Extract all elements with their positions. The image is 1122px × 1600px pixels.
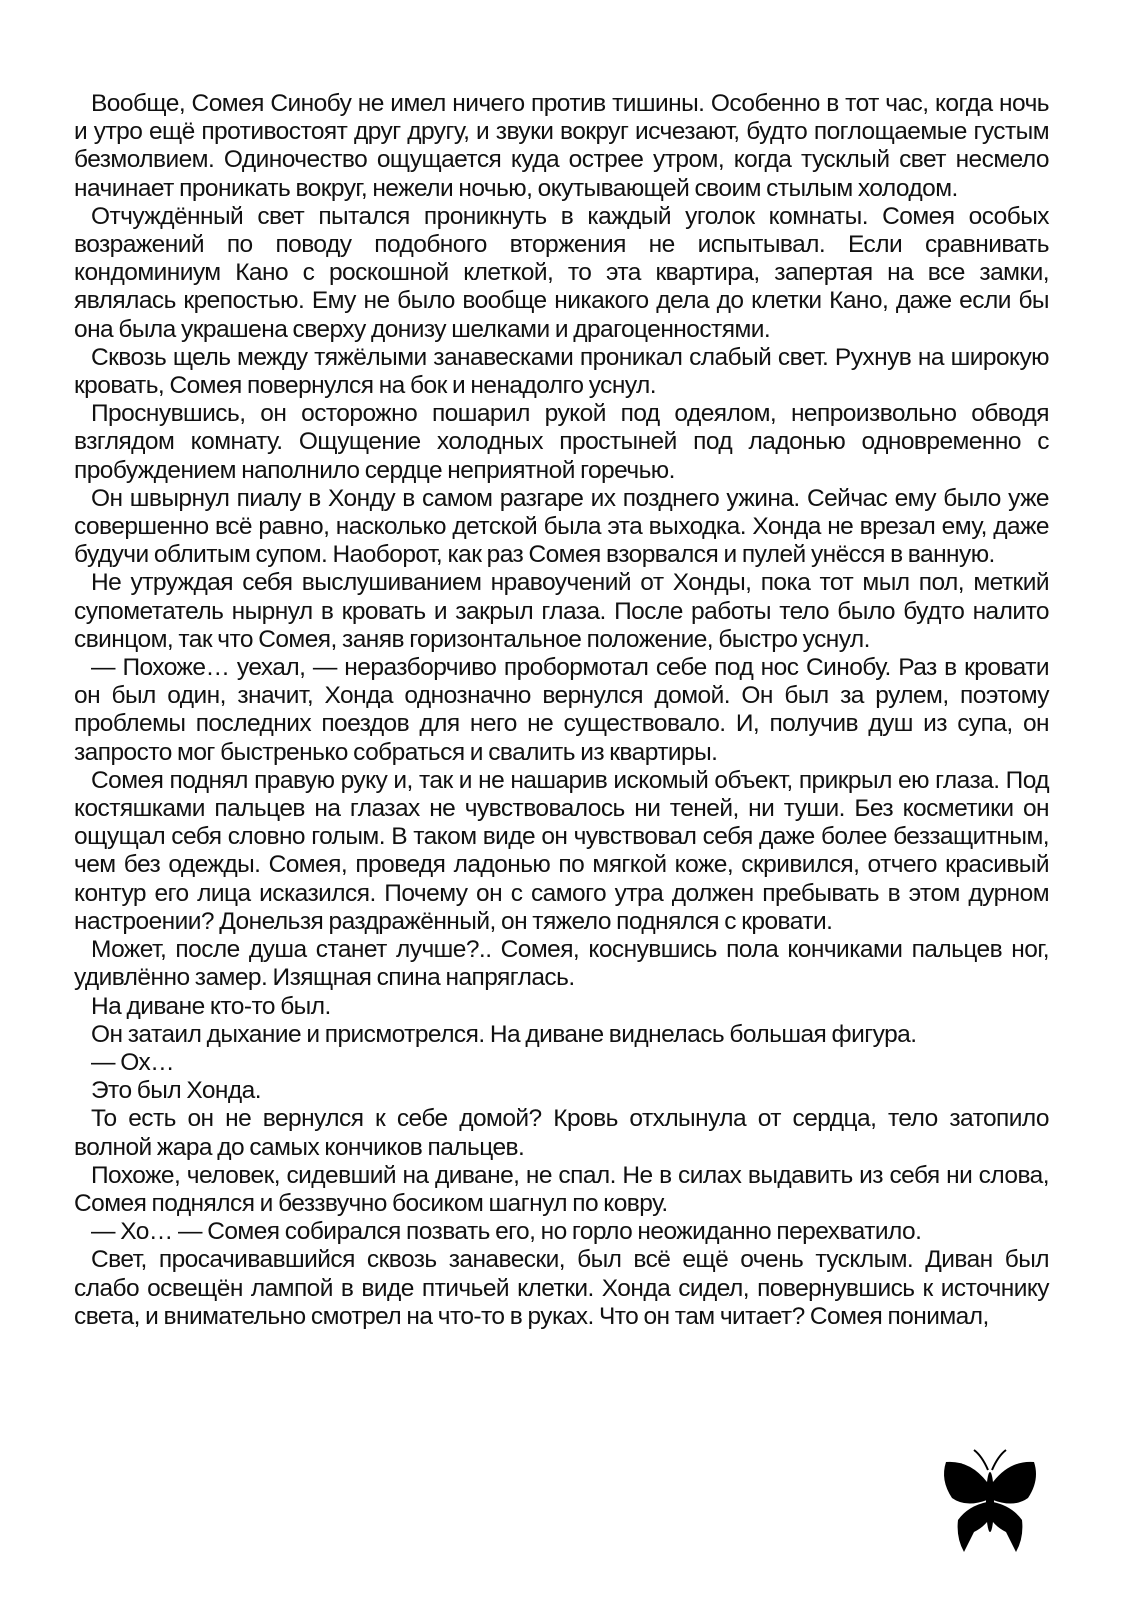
paragraph: На диване кто-то был. xyxy=(91,992,331,1020)
paragraph: Свет, просачивавшийся сквозь занавески, был всё ещё очень тусклым. Диван был слабо освещён лампой в виде птичьей клетки. Хонда сидел, повернувшись к источнику света, и внимательно смотрел на что-то в руках. Что он там читает? Сомея понимал, xyxy=(74,1246,1049,1330)
paragraph: Проснувшись, он осторожно пошарил рукой под одеялом, непроизвольно обводя взглядом комнату. Ощущение холодных простыней под ладонью одновременно с пробуждением наполнило сердце неприятной горечью. xyxy=(74,400,1049,484)
paragraph: Он швырнул пиалу в Хонду в самом разгаре их позднего ужина. Сейчас ему было уже совершенно всё равно, насколько детской была эта выходка. Хонда не врезал ему, даже будучи облитым супом. Наоборот, как раз Сомея взорвался и пулей унёсся в ванную. xyxy=(74,484,1049,569)
paragraph: — Ох… xyxy=(91,1048,175,1076)
paragraph: Сквозь щель между тяжёлыми занавесками проникал слабый свет. Рухнув на широкую кровать, Сомея повернулся на бок и ненадолго уснул. xyxy=(74,343,1049,400)
paragraph: — Хо… — Сомея собирался позвать его, но горло неожиданно перехватило. xyxy=(91,1218,922,1246)
paragraph: Вообще, Сомея Синобу не имел ничего против тишины. Особенно в тот час, когда ночь и утро ещё противостоят друг другу, и звуки вокруг исчезают, будто поглощаемые густым безмолвием. Одиночество ощущается куда острее утром, когда тусклый свет несмело начинает проникать вокруг, нежели ночью, окутывающей своим стылым холодом. xyxy=(74,90,1049,202)
paragraph: — Похоже… уехал, — неразборчиво пробормотал себе под нос Синобу. Раз в кровати он был один, значит, Хонда однозначно вернулся домой. Он был за рулем, поэтому проблемы последних поездов для него не существовало. И, получив душ из супа, он запросто мог быстренько собраться и свалить из квартиры. xyxy=(74,654,1049,766)
paragraph: Не утруждая себя выслушиванием нравоучений от Хонды, пока тот мыл пол, меткий супометатель нырнул в кровать и закрыл глаза. После работы тело было будто налито свинцом, так что Сомея, заняв горизонтальное положение, быстро уснул. xyxy=(74,569,1049,653)
paragraph: Отчуждённый свет пытался проникнуть в каждый уголок комнаты. Сомея особых возражений по поводу подобного вторжения не испытывал. Если сравнивать кондоминиум Кано с роскошной клеткой, то эта квартира, запертая на все замки, являлась крепостью. Ему не было вообще никакого дела до клетки Кано, даже если бы она была украшена сверху донизу шелками и драгоценностями. xyxy=(74,202,1049,343)
paragraph: Он затаил дыхание и присмотрелся. На диване виднелась большая фигура. xyxy=(91,1020,917,1048)
paragraph: Это был Хонда. xyxy=(91,1077,261,1105)
paragraph: Может, после душа станет лучше?.. Сомея, коснувшись пола кончиками пальцев ног, удивлённо замер. Изящная спина напряглась. xyxy=(74,936,1049,992)
paragraph: Сомея поднял правую руку и, так и не нашарив искомый объект, прикрыл ею глаза. Под костяшками пальцев на глазах не чувствовалось ни теней, ни туши. Без косметики он ощущал себя словно голым. В таком виде он чувствовал себя даже более беззащитным, чем без одежды. Сомея, проведя ладонью по мягкой коже, скривился, отчего красивый контур его лица исказился. Почему он с самого утра должен пребывать в этом дурном настроении? Донельзя раздражённый, он тяжело поднялся с кровати. xyxy=(74,766,1049,935)
paragraph: Похоже, человек, сидевший на диване, не спал. Не в силах выдавить из себя ни слова, Сомея поднялся и беззвучно босиком шагнул по ковру. xyxy=(74,1161,1049,1217)
document-body xyxy=(74,90,1049,1450)
paragraph: То есть он не вернулся к себе домой? Кровь отхлынула от сердца, тело затопило волной жара до самых кончиков пальцев. xyxy=(74,1105,1049,1161)
butterfly-icon xyxy=(940,1440,1040,1560)
